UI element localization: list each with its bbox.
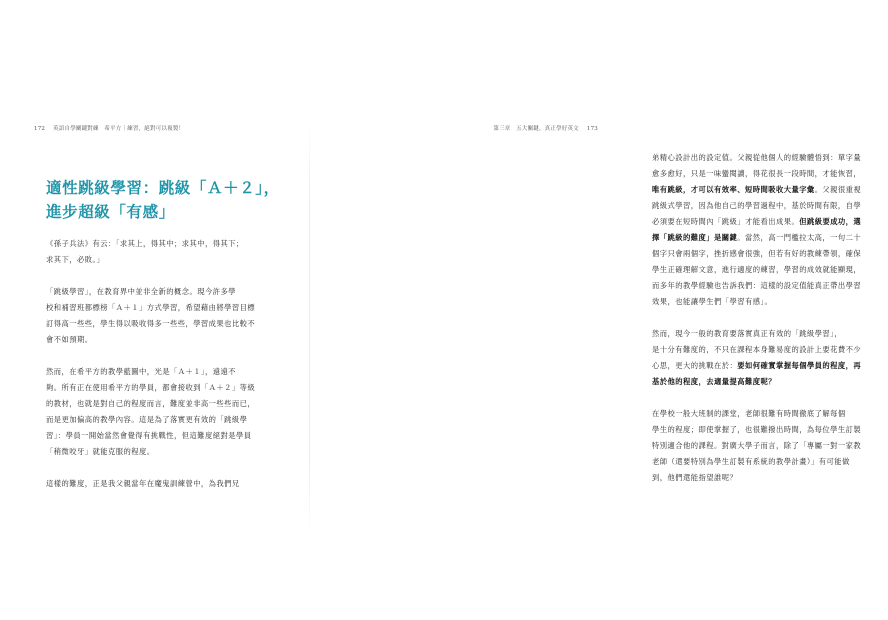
heading-line: 適性跳級學習：跳級「Ａ＋２」， [46, 179, 280, 197]
text-line [652, 342, 888, 358]
text-run: 夠。所有正在使用希平方的學員，都會接收到「Ａ＋２」等級 [46, 383, 256, 392]
text-line [652, 326, 888, 342]
text-line [46, 236, 280, 252]
text-run: 老師（還要特別為學生訂製有系統的教學計畫）」有可能做 [652, 457, 850, 466]
text-run: 習」：學員一開始當然會覺得有挑戰性，但這難度絕對是學員 [46, 431, 252, 440]
text-run: 心思，更大的挑戰在於： [652, 361, 738, 370]
text-line [46, 476, 280, 492]
paragraph [46, 476, 280, 492]
text-run: 會不如預期。 [46, 335, 93, 344]
text-run: 。當然，高一門檻拉太高，一句二十 [737, 233, 862, 242]
text-run: 「稍微咬牙」就能克服的程度。 [46, 447, 155, 456]
text-run: 學生的程度；即使掌握了，也很難撥出時間，為每位學生訂製 [652, 425, 862, 434]
text-run: 效果，也能讓學生們「學習有感」。 [652, 297, 773, 306]
heading-line: 進步超級「有感」 [46, 203, 175, 221]
text-run: 弟精心設計出的設定值。父親從他個人的經驗體悟到：單字量 [652, 153, 862, 162]
text-run: 是十分有難度的，不只在課程本身難易度的設計上要花費不少 [652, 345, 862, 354]
text-run: 「跳級學習」，在教育界中並非全新的概念。現今許多學 [46, 287, 237, 296]
text-line [46, 284, 280, 300]
text-run: 而多年的教學經驗也告訴我們：這樣的設定值能真正帶出學習 [652, 281, 862, 290]
text-run: 訂得高一些些，學生得以吸收得多一些些，學習成果也比較不 [46, 319, 256, 328]
text-line [46, 364, 280, 380]
text-line [652, 294, 888, 310]
paragraph [46, 236, 280, 268]
bold-text: 擇「跳級的難度」是關鍵 [652, 233, 738, 242]
text-run: 然而，現今一般的教育要落實真正有效的「跳級學習」， [652, 329, 843, 338]
text-run: 校和補習班都標榜「Ａ＋１」方式學習，希望藉由將學習目標 [46, 303, 256, 312]
body-text [652, 150, 888, 502]
text-line [652, 374, 888, 390]
paragraph [46, 364, 280, 460]
paragraph [46, 284, 280, 348]
text-line [652, 278, 888, 294]
text-line [652, 422, 888, 438]
text-line [46, 380, 280, 396]
page-number: 173 [586, 126, 598, 132]
text-line [46, 444, 280, 460]
text-run: 學生正確理解文意，進行適度的練習，學習的成效就能顯現， [652, 265, 862, 274]
text-line [652, 406, 888, 422]
text-line [652, 198, 888, 214]
bold-text: 唯有跳級，才可以有效率、短時間吸收大量字彙 [652, 185, 815, 194]
text-line [652, 438, 888, 454]
paragraph [652, 326, 888, 390]
text-line [652, 246, 888, 262]
text-line [652, 214, 888, 230]
text-line [652, 454, 888, 470]
text-run: 《孫子兵法》有云：「求其上，得其中；求其中，得其下； [46, 239, 244, 248]
text-line [652, 150, 888, 166]
text-run: 。父親很重視 [814, 185, 862, 194]
text-run: 跳級式學習，因為他自己的學習過程中，基於時間有限，自學 [652, 201, 862, 210]
paragraph [652, 150, 888, 310]
text-run: 而是更加偏高的教學內容。這是為了落實更有效的「跳級學 [46, 415, 248, 424]
page-number: 172 [34, 126, 46, 132]
text-run: 愈多愈好，只是一味蠻閱讀，得花很長一段時間，才能恢習， [652, 169, 862, 178]
text-line [46, 412, 280, 428]
left-page [0, 0, 310, 620]
text-run: 個字只會兩個字，挫折感會很強，但若有好的教練帶領，確保 [652, 249, 862, 258]
body-text [46, 236, 280, 508]
text-run: 必須要在短時間內「跳級」才能看出成果。 [652, 217, 800, 226]
text-line [46, 252, 280, 268]
bold-text: 基於他的程度，去適量提高難度呢？ [652, 377, 776, 386]
running-head-left [34, 124, 184, 132]
text-line [46, 428, 280, 444]
right-page [310, 0, 862, 620]
text-line [652, 230, 888, 246]
text-line [46, 316, 280, 332]
text-line [46, 332, 280, 348]
text-line [652, 262, 888, 278]
text-run: 這樣的難度，正是我父親當年在魔鬼訓練營中，為我們兄 [46, 479, 240, 488]
bold-text: 要如何確實掌握每個學員的程度，再 [737, 361, 862, 370]
text-run: 的教材，也就是對自己的程度而言，難度並非高一些些而已， [46, 399, 256, 408]
paragraph [652, 406, 888, 486]
text-run: 在學校一般大班制的課堂，老師很難有時間徹底了解每個 [652, 409, 846, 418]
text-line [652, 182, 888, 198]
text-run: 到，他們還能指望誰呢？ [652, 473, 738, 482]
running-head-title: 第三章 五大關鍵，真正學好英文 [493, 126, 579, 132]
text-run: 求其下，必敗。」 [46, 255, 105, 264]
text-run: 然而，在希平方的教學藍圖中，光是「Ａ＋１」，遠遠不 [46, 367, 237, 376]
section-heading [46, 176, 296, 224]
text-line [652, 470, 888, 486]
running-head-title: 英語自學關鍵對練 希平方｜練習，絕對可以複製！ [53, 126, 185, 132]
bold-text: 但跳級要成功，選 [799, 217, 862, 226]
text-line [46, 396, 280, 412]
text-line [652, 358, 888, 374]
running-head-right [493, 124, 598, 132]
text-line [46, 300, 280, 316]
text-line [652, 166, 888, 182]
text-run: 特別適合他的課程。對廣大學子而言，除了「專屬一對一家教 [652, 441, 862, 450]
